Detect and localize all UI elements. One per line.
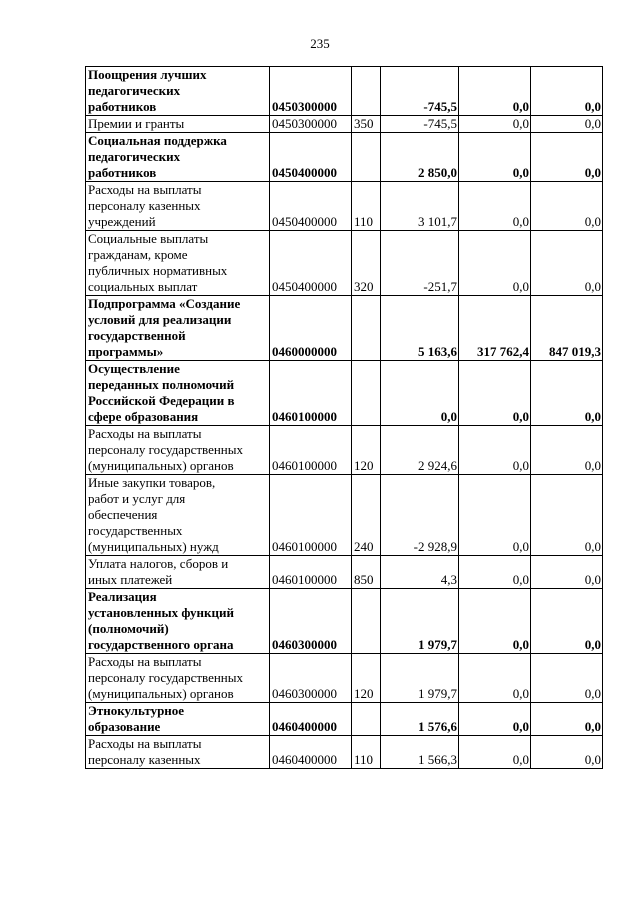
amount-year1-cell: 1 979,7: [381, 589, 459, 654]
amount-year2-cell: 0,0: [459, 67, 531, 116]
table-row: [86, 361, 603, 426]
item-name-line: работников: [88, 99, 157, 114]
expense-type-cell: 110: [352, 182, 381, 231]
amount-year3-cell: 0,0: [531, 475, 603, 556]
item-name-line: программы»: [88, 344, 164, 359]
item-name-line: обеспечения: [88, 507, 158, 522]
amount-year2-cell: 0,0: [459, 361, 531, 426]
item-name-cell: [86, 654, 270, 703]
expense-type-cell: 120: [352, 426, 381, 475]
item-name-cell: [86, 182, 270, 231]
target-code-cell: 0450300000: [270, 67, 352, 116]
table-row: [86, 736, 603, 769]
table-row: [86, 589, 603, 654]
item-name-line: персоналу казенных: [88, 198, 201, 213]
item-name-line: государственной: [88, 328, 186, 343]
amount-year1-cell: 2 924,6: [381, 426, 459, 475]
amount-year3-cell: 0,0: [531, 736, 603, 769]
item-name-line: публичных нормативных: [88, 263, 228, 278]
item-name-line: учреждений: [88, 214, 156, 229]
item-name-line: Расходы на выплаты: [88, 654, 202, 669]
expense-type-cell: [352, 296, 381, 361]
amount-year3-cell: 0,0: [531, 231, 603, 296]
target-code-cell: 0460400000: [270, 736, 352, 769]
table-row: [86, 67, 603, 116]
amount-year3-cell: 0,0: [531, 589, 603, 654]
target-code-cell: 0450400000: [270, 231, 352, 296]
table-row: [86, 426, 603, 475]
item-name-line: Расходы на выплаты: [88, 736, 202, 751]
amount-year1-cell: -745,5: [381, 67, 459, 116]
amount-year2-cell: 317 762,4: [459, 296, 531, 361]
target-code-cell: 0460100000: [270, 361, 352, 426]
amount-year1-cell: -251,7: [381, 231, 459, 296]
amount-year2-cell: 0,0: [459, 475, 531, 556]
amount-year3-cell: 0,0: [531, 182, 603, 231]
amount-year1-cell: 5 163,6: [381, 296, 459, 361]
expense-type-cell: 850: [352, 556, 381, 589]
expense-type-cell: 240: [352, 475, 381, 556]
item-name-line: персоналу казенных: [88, 752, 201, 767]
amount-year3-cell: 0,0: [531, 703, 603, 736]
item-name-line: Расходы на выплаты: [88, 426, 202, 441]
item-name-line: персоналу государственных: [88, 442, 244, 457]
target-code-cell: 0460100000: [270, 426, 352, 475]
amount-year3-cell: 0,0: [531, 67, 603, 116]
amount-year1-cell: 3 101,7: [381, 182, 459, 231]
item-name-line: педагогических: [88, 149, 181, 164]
target-code-cell: 0460400000: [270, 703, 352, 736]
item-name-cell: [86, 231, 270, 296]
table-row: [86, 231, 603, 296]
table-row: [86, 296, 603, 361]
item-name-line: переданных полномочий: [88, 377, 235, 392]
amount-year1-cell: -2 928,9: [381, 475, 459, 556]
table-row: [86, 556, 603, 589]
expense-type-cell: 320: [352, 231, 381, 296]
expense-type-cell: 350: [352, 116, 381, 133]
target-code-cell: 0460300000: [270, 654, 352, 703]
item-name-line: сфере образования: [88, 409, 199, 424]
amount-year1-cell: 0,0: [381, 361, 459, 426]
amount-year1-cell: 1 566,3: [381, 736, 459, 769]
item-name-cell: [86, 67, 270, 116]
target-code-cell: 0460100000: [270, 556, 352, 589]
item-name-cell: [86, 589, 270, 654]
amount-year1-cell: 2 850,0: [381, 133, 459, 182]
amount-year3-cell: 0,0: [531, 116, 603, 133]
item-name-line: (муниципальных) органов: [88, 686, 234, 701]
item-name-line: Реализация: [88, 589, 157, 604]
expense-type-cell: 120: [352, 654, 381, 703]
amount-year1-cell: -745,5: [381, 116, 459, 133]
item-name-cell: [86, 133, 270, 182]
item-name-line: социальных выплат: [88, 279, 198, 294]
target-code-cell: 0450400000: [270, 133, 352, 182]
item-name-line: установленных функций: [88, 605, 234, 620]
expense-type-cell: [352, 703, 381, 736]
amount-year3-cell: 0,0: [531, 361, 603, 426]
amount-year2-cell: 0,0: [459, 703, 531, 736]
item-name-cell: [86, 556, 270, 589]
amount-year2-cell: 0,0: [459, 654, 531, 703]
expense-type-cell: [352, 589, 381, 654]
item-name-line: Иные закупки товаров,: [88, 475, 216, 490]
table-row: [86, 475, 603, 556]
amount-year3-cell: 847 019,3: [531, 296, 603, 361]
item-name-line: Расходы на выплаты: [88, 182, 202, 197]
item-name-cell: [86, 116, 270, 133]
item-name-line: Осуществление: [88, 361, 180, 376]
amount-year3-cell: 0,0: [531, 654, 603, 703]
item-name-line: педагогических: [88, 83, 181, 98]
expense-type-cell: [352, 361, 381, 426]
amount-year1-cell: 1 576,6: [381, 703, 459, 736]
amount-year2-cell: 0,0: [459, 116, 531, 133]
expense-type-cell: [352, 67, 381, 116]
item-name-cell: [86, 703, 270, 736]
item-name-line: (муниципальных) органов: [88, 458, 234, 473]
amount-year2-cell: 0,0: [459, 133, 531, 182]
table-row: [86, 654, 603, 703]
item-name-line: Поощрения лучших: [88, 67, 207, 82]
target-code-cell: 0460300000: [270, 589, 352, 654]
amount-year2-cell: 0,0: [459, 231, 531, 296]
table-row: [86, 133, 603, 182]
table-row: [86, 703, 603, 736]
target-code-cell: 0460100000: [270, 475, 352, 556]
table-row: [86, 116, 603, 133]
target-code-cell: 0460000000: [270, 296, 352, 361]
item-name-line: условий для реализации: [88, 312, 232, 327]
item-name-cell: [86, 426, 270, 475]
item-name-cell: [86, 296, 270, 361]
item-name-line: Подпрограмма «Создание: [88, 296, 241, 311]
target-code-cell: 0450300000: [270, 116, 352, 133]
item-name-line: Этнокультурное: [88, 703, 185, 718]
item-name-cell: [86, 475, 270, 556]
item-name-line: Уплата налогов, сборов и: [88, 556, 229, 571]
expense-type-cell: 110: [352, 736, 381, 769]
item-name-line: государственных: [88, 523, 183, 538]
item-name-line: государственного органа: [88, 637, 234, 652]
item-name-line: Социальные выплаты: [88, 231, 209, 246]
budget-table-body: [86, 67, 603, 769]
item-name-line: иных платежей: [88, 572, 173, 587]
page-number: 235: [310, 36, 330, 51]
amount-year2-cell: 0,0: [459, 589, 531, 654]
item-name-cell: [86, 361, 270, 426]
item-name-line: образование: [88, 719, 161, 734]
amount-year3-cell: 0,0: [531, 133, 603, 182]
amount-year2-cell: 0,0: [459, 736, 531, 769]
amount-year3-cell: 0,0: [531, 426, 603, 475]
amount-year2-cell: 0,0: [459, 556, 531, 589]
item-name-line: работ и услуг для: [88, 491, 186, 506]
item-name-line: (полномочий): [88, 621, 169, 636]
table-row: [86, 182, 603, 231]
item-name-line: Премии и гранты: [88, 116, 185, 131]
item-name-line: гражданам, кроме: [88, 247, 188, 262]
amount-year3-cell: 0,0: [531, 556, 603, 589]
expense-type-cell: [352, 133, 381, 182]
item-name-line: персоналу государственных: [88, 670, 244, 685]
amount-year2-cell: 0,0: [459, 426, 531, 475]
amount-year2-cell: 0,0: [459, 182, 531, 231]
budget-table: [85, 66, 603, 769]
item-name-line: (муниципальных) нужд: [88, 539, 219, 554]
item-name-line: Социальная поддержка: [88, 133, 227, 148]
item-name-cell: [86, 736, 270, 769]
amount-year1-cell: 4,3: [381, 556, 459, 589]
amount-year1-cell: 1 979,7: [381, 654, 459, 703]
item-name-line: работников: [88, 165, 157, 180]
target-code-cell: 0450400000: [270, 182, 352, 231]
item-name-line: Российской Федерации в: [88, 393, 235, 408]
